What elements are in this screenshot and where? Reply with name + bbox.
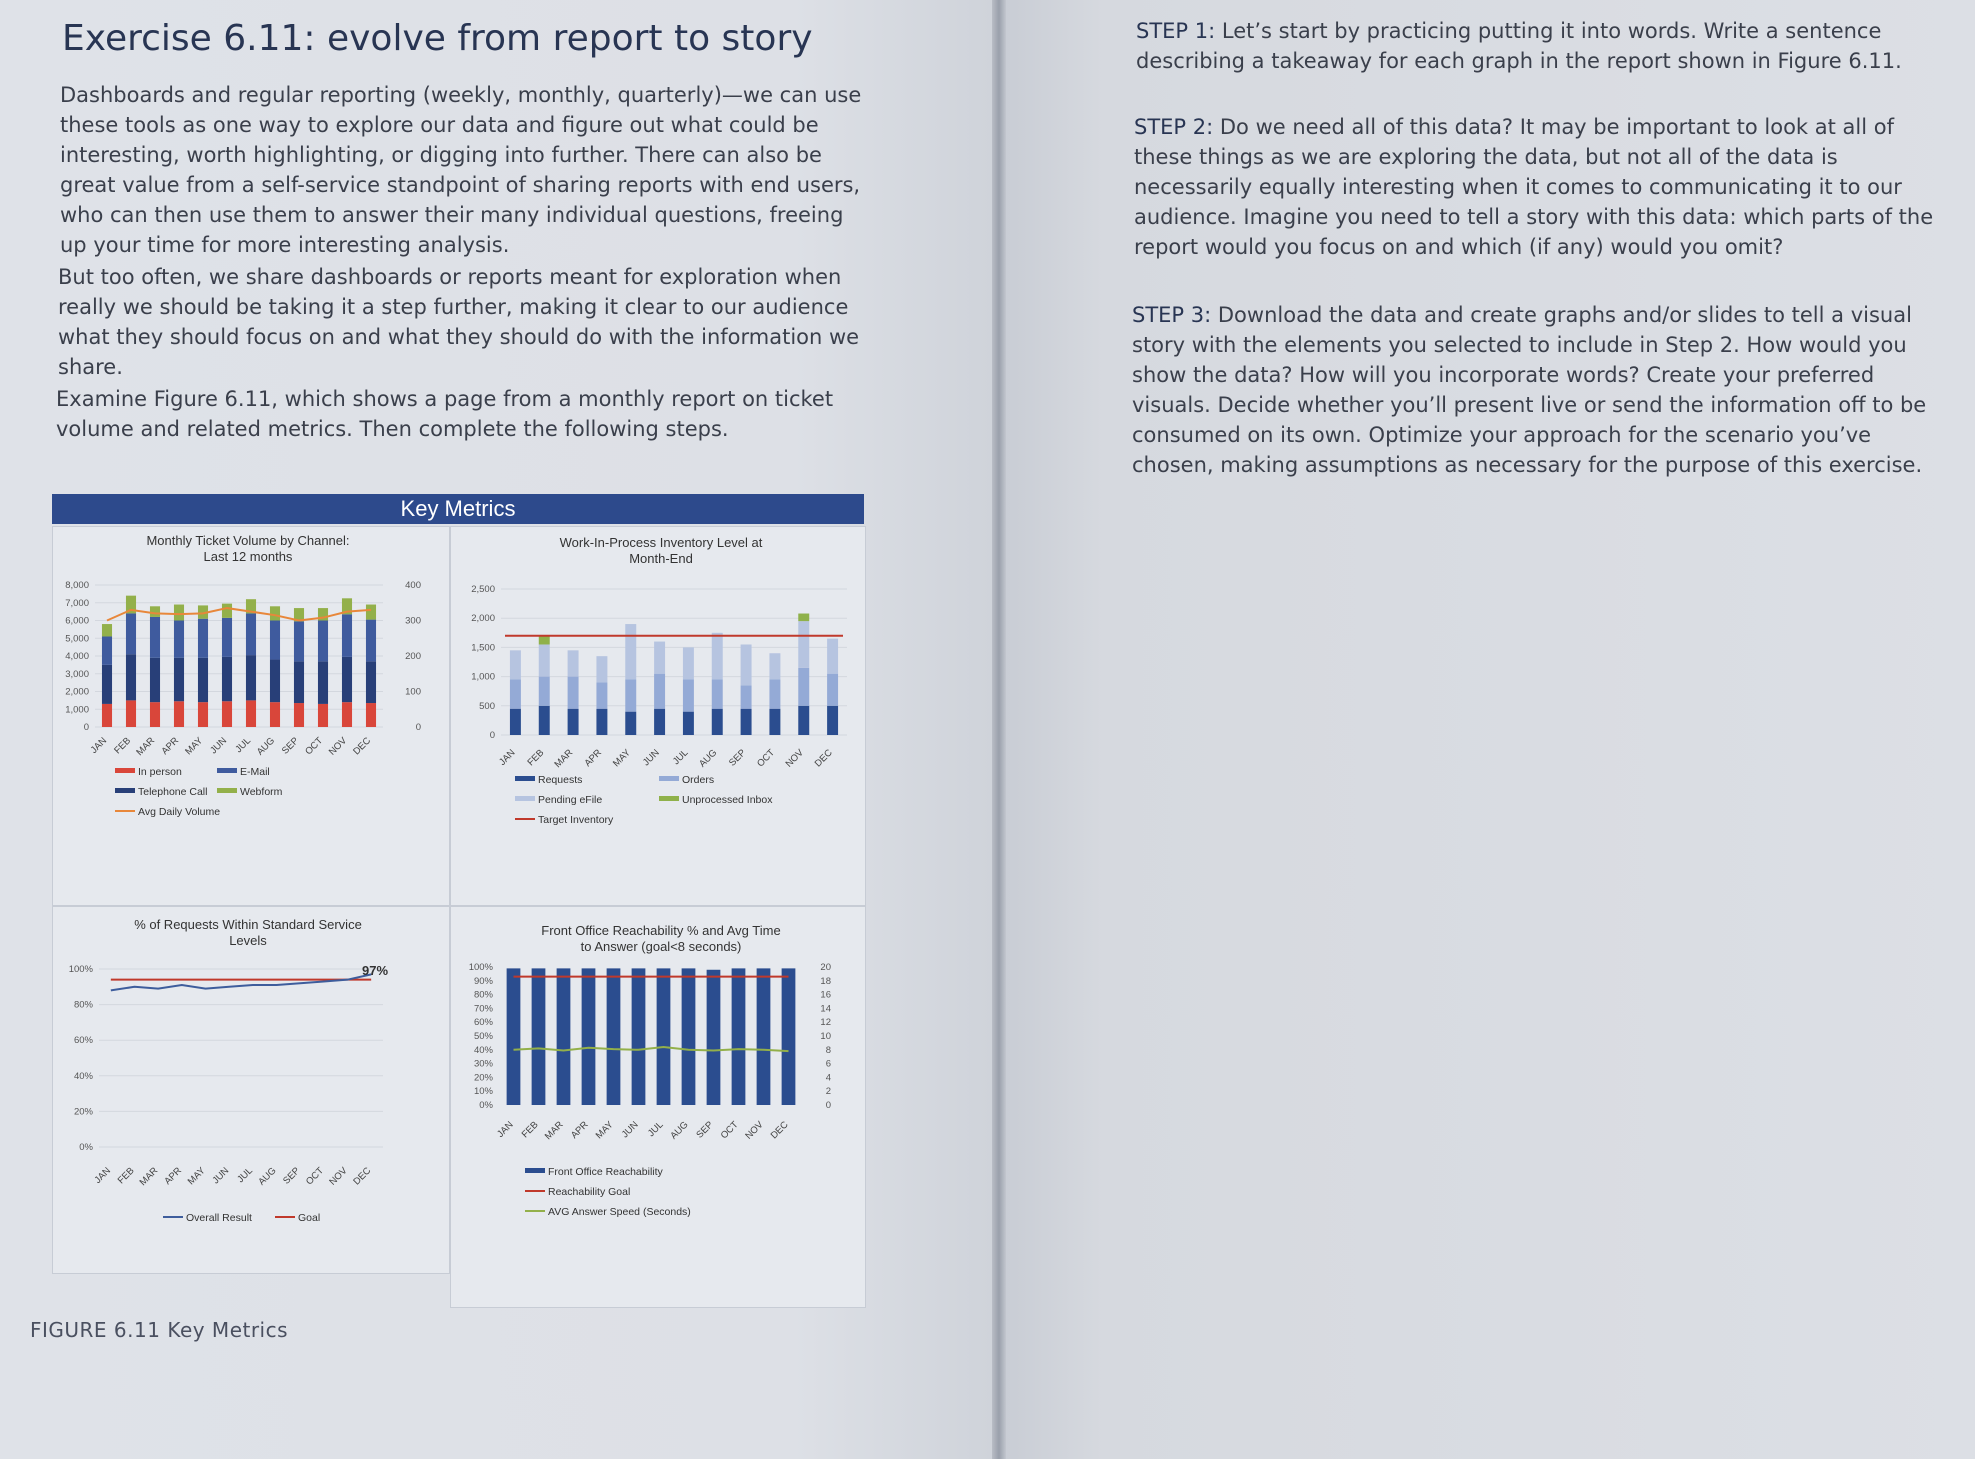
legend-label: Telephone Call bbox=[138, 786, 208, 798]
bar-telephone bbox=[366, 661, 376, 703]
chart-title: Front Office Reachability % and Avg Time bbox=[541, 923, 781, 938]
step-3 bbox=[1132, 300, 1946, 480]
bar-email bbox=[366, 620, 376, 662]
bar-in-person bbox=[150, 702, 160, 727]
y2-axis-tick-label: 10 bbox=[820, 1031, 831, 1042]
bar-front-office-reachability bbox=[707, 970, 721, 1105]
bar-in-person bbox=[126, 700, 136, 727]
x-tick-label: APR bbox=[159, 735, 182, 757]
step-2-text: Do we need all of this data? It may be important to look at all of these things as we are exploring the data, but not all of the data is necessarily equally interesting when it comes to communicating it to our audience. Imagine you need to tell a story with this data: which parts of the report would you focus on and which (if any) would you omit? bbox=[1134, 115, 1934, 259]
x-tick-label: NOV bbox=[783, 747, 806, 770]
reachability-chart bbox=[451, 907, 865, 1307]
step-2 bbox=[1134, 112, 1946, 262]
bar-pending-efile bbox=[827, 639, 838, 674]
step-1-label: STEP 1: bbox=[1136, 19, 1216, 43]
y-axis-tick-label: 0 bbox=[489, 730, 495, 741]
y-axis-tick-label: 1,000 bbox=[471, 671, 495, 683]
x-tick-label: MAY bbox=[593, 1119, 616, 1142]
bar-email bbox=[198, 619, 208, 658]
bar-telephone bbox=[294, 661, 304, 703]
bar-pending-efile bbox=[510, 650, 521, 679]
bar-email bbox=[270, 621, 280, 660]
step-3-text: Download the data and create graphs and/or slides to tell a visual story with the elements you selected to include in Step 2. How would you show the data? How will you incorporate words? Create your preferred visuals. Decide whether you’ll present live or send the information off to be consumed on its own. Optimize your approach for the scenario you’ve chosen, making assumptions as necessary for the purpose of this exercise. bbox=[1132, 303, 1927, 477]
legend-swatch bbox=[515, 776, 535, 781]
panel-wip-inventory bbox=[450, 526, 866, 906]
bar-front-office-reachability bbox=[657, 968, 671, 1105]
y-axis-tick-label: 90% bbox=[473, 975, 493, 987]
x-tick-label: FEB bbox=[115, 1165, 137, 1187]
bar-email bbox=[150, 617, 160, 658]
x-tick-label: NOV bbox=[743, 1119, 766, 1142]
x-tick-label: MAY bbox=[183, 735, 206, 758]
bar-in-person bbox=[174, 701, 184, 727]
x-tick-label: MAR bbox=[137, 1165, 161, 1189]
y-axis-tick-label: 3,000 bbox=[65, 668, 89, 680]
bar-pending-efile bbox=[539, 644, 550, 676]
service-levels-chart bbox=[53, 907, 449, 1273]
x-tick-label: OCT bbox=[303, 1165, 326, 1188]
step-1-text: Let’s start by practicing putting it into words. Write a sentence describing a takeaway for each graph in the report shown in Figure 6.11. bbox=[1136, 19, 1902, 73]
y-axis-tick-label: 500 bbox=[479, 700, 495, 712]
paragraph-1: Dashboards and regular reporting (weekly, monthly, quarterly)—we can use these tools as one way to explore our data and figure out what could be interesting, worth highlighting, or digging into further. There can also be great value from a self-service standpoint of sharing reports with end users, who can then use them to answer their many individual questions, freeing up your time for more interesting analysis. bbox=[60, 83, 862, 257]
chart-subtitle: to Answer (goal<8 seconds) bbox=[580, 939, 742, 954]
x-tick-label: JUL bbox=[235, 1165, 255, 1186]
y-axis-tick-label: 80% bbox=[473, 989, 493, 1001]
annotation-97-percent: 97% bbox=[361, 963, 389, 978]
bar-front-office-reachability bbox=[682, 968, 696, 1105]
chart-title: % of Requests Within Standard Service bbox=[134, 917, 362, 932]
y2-axis-tick-label: 4 bbox=[825, 1072, 831, 1084]
x-tick-label: MAY bbox=[185, 1165, 208, 1188]
bar-orders bbox=[539, 677, 550, 706]
bar-requests bbox=[539, 706, 550, 735]
x-tick-label: JUN bbox=[208, 735, 230, 757]
bar-front-office-reachability bbox=[782, 968, 796, 1105]
bar-requests bbox=[798, 706, 809, 735]
line-avg-answer-speed bbox=[514, 1047, 789, 1051]
bar-in-person bbox=[342, 702, 352, 727]
x-tick-label: OCT bbox=[718, 1119, 741, 1142]
y-axis-tick-label: 40% bbox=[473, 1044, 493, 1056]
legend-label: Pending eFile bbox=[538, 794, 603, 806]
figure-caption: FIGURE 6.11 Key Metrics bbox=[30, 1318, 289, 1342]
chart-title: Work-In-Process Inventory Level at bbox=[559, 535, 763, 550]
legend-label: Unprocessed Inbox bbox=[682, 794, 773, 806]
x-tick-label: AUG bbox=[697, 747, 720, 770]
bar-in-person bbox=[246, 700, 256, 727]
bar-telephone bbox=[174, 658, 184, 701]
bar-front-office-reachability bbox=[732, 968, 746, 1105]
y2-axis-tick-label: 300 bbox=[405, 615, 421, 627]
legend-label: Avg Daily Volume bbox=[138, 806, 221, 818]
bar-email bbox=[318, 621, 328, 662]
bar-pending-efile bbox=[741, 644, 752, 685]
y-axis-tick-label: 50% bbox=[473, 1031, 493, 1042]
chart-title: Monthly Ticket Volume by Channel: bbox=[146, 533, 350, 548]
legend-label: Front Office Reachability bbox=[548, 1166, 663, 1178]
y-axis-tick-label: 40% bbox=[73, 1070, 93, 1082]
legend-label: Webform bbox=[240, 786, 283, 798]
y-axis-tick-label: 0% bbox=[79, 1142, 93, 1153]
bar-pending-efile bbox=[712, 633, 723, 680]
x-tick-label: JAN bbox=[495, 1119, 516, 1140]
x-tick-label: MAR bbox=[542, 1119, 566, 1143]
bar-webform bbox=[222, 604, 232, 618]
y-axis-tick-label: 2,500 bbox=[471, 584, 495, 595]
bar-in-person bbox=[318, 704, 328, 727]
bar-email bbox=[294, 621, 304, 661]
y2-axis-tick-label: 0 bbox=[825, 1100, 831, 1111]
y-axis-tick-label: 8,000 bbox=[65, 580, 89, 591]
bar-pending-efile bbox=[798, 621, 809, 668]
chart-subtitle: Levels bbox=[229, 933, 267, 948]
y-axis-tick-label: 20% bbox=[73, 1106, 93, 1118]
y2-axis-tick-label: 100 bbox=[405, 686, 421, 698]
bar-front-office-reachability bbox=[757, 968, 771, 1105]
step-3-label: STEP 3: bbox=[1132, 303, 1212, 327]
y-axis-tick-label: 4,000 bbox=[65, 651, 89, 662]
bar-requests bbox=[596, 709, 607, 735]
x-tick-label: JUN bbox=[640, 747, 662, 769]
bar-email bbox=[246, 613, 256, 655]
y-axis-tick-label: 2,000 bbox=[65, 686, 89, 698]
bar-requests bbox=[683, 712, 694, 735]
bar-front-office-reachability bbox=[557, 968, 571, 1105]
y-axis-tick-label: 60% bbox=[473, 1017, 493, 1029]
bar-in-person bbox=[198, 702, 208, 727]
book-gutter bbox=[992, 0, 1006, 1459]
y-axis-tick-label: 60% bbox=[73, 1035, 93, 1047]
bar-pending-efile bbox=[654, 642, 665, 674]
line-avg-daily-volume bbox=[107, 608, 371, 620]
legend-swatch bbox=[115, 768, 135, 773]
bar-front-office-reachability bbox=[607, 968, 621, 1105]
bar-email bbox=[342, 614, 352, 657]
x-tick-label: JAN bbox=[92, 1165, 113, 1186]
bar-orders bbox=[625, 680, 636, 712]
bar-pending-efile bbox=[568, 650, 579, 676]
y-axis-tick-label: 100% bbox=[468, 962, 493, 973]
bar-webform bbox=[270, 606, 280, 620]
y2-axis-tick-label: 14 bbox=[820, 1003, 831, 1015]
bar-front-office-reachability bbox=[632, 968, 646, 1105]
y2-axis-tick-label: 2 bbox=[825, 1086, 831, 1098]
bar-webform bbox=[366, 605, 376, 620]
figure-banner: Key Metrics bbox=[52, 494, 864, 524]
x-tick-label: APR bbox=[582, 747, 605, 769]
x-tick-label: JUN bbox=[619, 1119, 641, 1141]
x-tick-label: AUG bbox=[254, 735, 278, 758]
legend-swatch bbox=[659, 776, 679, 781]
bar-telephone bbox=[126, 654, 136, 700]
bar-telephone bbox=[270, 660, 280, 703]
y-axis-tick-label: 5,000 bbox=[65, 633, 89, 645]
bar-in-person bbox=[222, 701, 232, 727]
figure-key-metrics bbox=[50, 492, 866, 1322]
x-tick-label: DEC bbox=[768, 1119, 791, 1142]
y-axis-tick-label: 70% bbox=[473, 1003, 493, 1015]
x-tick-label: JAN bbox=[88, 735, 110, 756]
bar-webform bbox=[102, 624, 112, 636]
bar-requests bbox=[741, 709, 752, 735]
x-tick-label: NOV bbox=[326, 735, 350, 758]
bar-requests bbox=[769, 709, 780, 735]
bar-in-person bbox=[294, 703, 304, 727]
bar-orders bbox=[654, 674, 665, 709]
y-axis-tick-label: 1,500 bbox=[471, 642, 495, 654]
bar-in-person bbox=[270, 702, 280, 727]
legend-swatch bbox=[515, 796, 535, 801]
legend-swatch bbox=[217, 788, 237, 793]
x-tick-label: FEB bbox=[519, 1119, 541, 1141]
bar-front-office-reachability bbox=[507, 968, 521, 1105]
y-axis-tick-label: 10% bbox=[473, 1086, 493, 1098]
y-axis-tick-label: 2,000 bbox=[471, 613, 495, 625]
legend-label: Requests bbox=[538, 774, 583, 786]
ticket-volume-chart bbox=[53, 527, 449, 905]
bar-orders bbox=[769, 680, 780, 709]
bar-unprocessed-inbox bbox=[798, 614, 809, 622]
x-tick-label: APR bbox=[162, 1165, 184, 1187]
legend-label: Overall Result bbox=[186, 1212, 252, 1224]
legend-label: Target Inventory bbox=[538, 814, 614, 826]
x-tick-label: JUL bbox=[233, 735, 254, 756]
x-tick-label: AUG bbox=[256, 1165, 279, 1188]
bar-orders bbox=[798, 668, 809, 706]
bar-requests bbox=[510, 709, 521, 735]
legend-label: Orders bbox=[682, 774, 715, 786]
bar-pending-efile bbox=[683, 647, 694, 679]
bar-orders bbox=[596, 682, 607, 708]
bar-requests bbox=[625, 712, 636, 735]
y2-axis-tick-label: 6 bbox=[825, 1058, 831, 1070]
x-tick-label: FEB bbox=[112, 735, 134, 757]
x-tick-label: SEP bbox=[694, 1119, 716, 1141]
y-axis-tick-label: 100% bbox=[68, 964, 93, 975]
bar-requests bbox=[568, 709, 579, 735]
bar-telephone bbox=[318, 661, 328, 704]
bar-pending-efile bbox=[625, 624, 636, 679]
bar-unprocessed-inbox bbox=[539, 636, 550, 645]
legend-label: Goal bbox=[298, 1212, 321, 1224]
bar-email bbox=[102, 636, 112, 664]
bar-telephone bbox=[342, 657, 352, 702]
bar-orders bbox=[683, 680, 694, 712]
bar-pending-efile bbox=[769, 653, 780, 679]
bar-telephone bbox=[222, 657, 232, 701]
legend-swatch bbox=[659, 796, 679, 801]
bar-in-person bbox=[366, 703, 376, 727]
bar-pending-efile bbox=[596, 656, 607, 682]
x-tick-label: DEC bbox=[351, 735, 374, 758]
bar-telephone bbox=[198, 658, 208, 702]
paragraph-3: Examine Figure 6.11, which shows a page from a monthly report on ticket volume and related metrics. Then complete the following steps. bbox=[56, 387, 834, 441]
wip-inventory-chart bbox=[451, 527, 865, 905]
bar-telephone bbox=[150, 658, 160, 702]
y2-axis-tick-label: 400 bbox=[405, 580, 421, 591]
bar-email bbox=[174, 621, 184, 658]
x-tick-label: MAR bbox=[552, 747, 576, 771]
x-tick-label: NOV bbox=[327, 1165, 350, 1188]
legend-label: E-Mail bbox=[240, 766, 270, 778]
bar-front-office-reachability bbox=[532, 968, 546, 1105]
step-1 bbox=[1136, 16, 1946, 76]
x-tick-label: OCT bbox=[755, 747, 778, 770]
y-axis-tick-label: 1,000 bbox=[65, 704, 89, 716]
y2-axis-tick-label: 8 bbox=[825, 1044, 831, 1056]
legend-label: Reachability Goal bbox=[548, 1186, 631, 1198]
x-tick-label: SEP bbox=[281, 1165, 303, 1187]
bar-orders bbox=[827, 674, 838, 706]
y2-axis-tick-label: 20 bbox=[820, 962, 831, 973]
bar-orders bbox=[568, 677, 579, 709]
bar-requests bbox=[654, 709, 665, 735]
y-axis-tick-label: 0% bbox=[479, 1100, 493, 1111]
legend-swatch bbox=[525, 1168, 545, 1173]
line-overall-result bbox=[111, 974, 371, 990]
bar-telephone bbox=[102, 665, 112, 704]
chart-subtitle: Month-End bbox=[629, 551, 693, 566]
paragraph-2: But too often, we share dashboards or reports meant for exploration when really we should be taking it a step further, making it clear to our audience what they should focus on and what they should do with the information we share. bbox=[58, 265, 860, 379]
bar-email bbox=[222, 618, 232, 657]
x-tick-label: SEP bbox=[726, 747, 749, 769]
x-tick-label: JAN bbox=[497, 747, 518, 768]
y-axis-tick-label: 7,000 bbox=[65, 597, 89, 609]
x-tick-label: DEC bbox=[812, 747, 835, 770]
legend-swatch bbox=[217, 768, 237, 773]
panel-service-levels bbox=[52, 906, 450, 1274]
x-tick-label: JUL bbox=[670, 747, 691, 768]
y-axis-tick-label: 30% bbox=[473, 1058, 493, 1070]
x-tick-label: SEP bbox=[279, 735, 302, 757]
legend-label: In person bbox=[138, 766, 182, 778]
bar-in-person bbox=[102, 704, 112, 727]
step-2-label: STEP 2: bbox=[1134, 115, 1214, 139]
exercise-heading: Exercise 6.11: evolve from report to story bbox=[62, 18, 813, 59]
x-tick-label: JUL bbox=[645, 1119, 666, 1140]
panel-ticket-volume bbox=[52, 526, 450, 906]
chart-subtitle: Last 12 months bbox=[203, 549, 293, 564]
x-tick-label: MAR bbox=[134, 735, 158, 759]
right-page bbox=[1006, 0, 1975, 1459]
bar-front-office-reachability bbox=[582, 968, 596, 1105]
y2-axis-tick-label: 0 bbox=[415, 722, 421, 733]
bar-orders bbox=[741, 685, 752, 708]
y2-axis-tick-label: 18 bbox=[820, 975, 831, 987]
x-tick-label: FEB bbox=[525, 747, 547, 769]
y2-axis-tick-label: 16 bbox=[820, 989, 831, 1001]
x-tick-label: MAY bbox=[611, 747, 633, 770]
x-tick-label: JUN bbox=[210, 1165, 232, 1187]
bar-orders bbox=[510, 680, 521, 709]
y2-axis-tick-label: 12 bbox=[820, 1017, 831, 1029]
y-axis-tick-label: 20% bbox=[473, 1072, 493, 1084]
y-axis-tick-label: 0 bbox=[83, 722, 89, 733]
legend-swatch bbox=[115, 788, 135, 793]
bar-webform bbox=[174, 605, 184, 621]
x-tick-label: APR bbox=[569, 1119, 591, 1141]
bar-requests bbox=[712, 709, 723, 735]
bar-requests bbox=[827, 706, 838, 735]
x-tick-label: DEC bbox=[351, 1165, 374, 1188]
y-axis-tick-label: 6,000 bbox=[65, 615, 89, 627]
bar-webform bbox=[150, 606, 160, 617]
x-tick-label: AUG bbox=[668, 1119, 691, 1142]
bar-telephone bbox=[246, 655, 256, 700]
x-tick-label: OCT bbox=[303, 735, 326, 758]
panel-reachability bbox=[450, 906, 866, 1308]
y-axis-tick-label: 80% bbox=[73, 999, 93, 1011]
y2-axis-tick-label: 200 bbox=[405, 651, 421, 662]
bar-orders bbox=[712, 680, 723, 709]
bar-email bbox=[126, 613, 136, 654]
legend-label: AVG Answer Speed (Seconds) bbox=[548, 1206, 691, 1218]
